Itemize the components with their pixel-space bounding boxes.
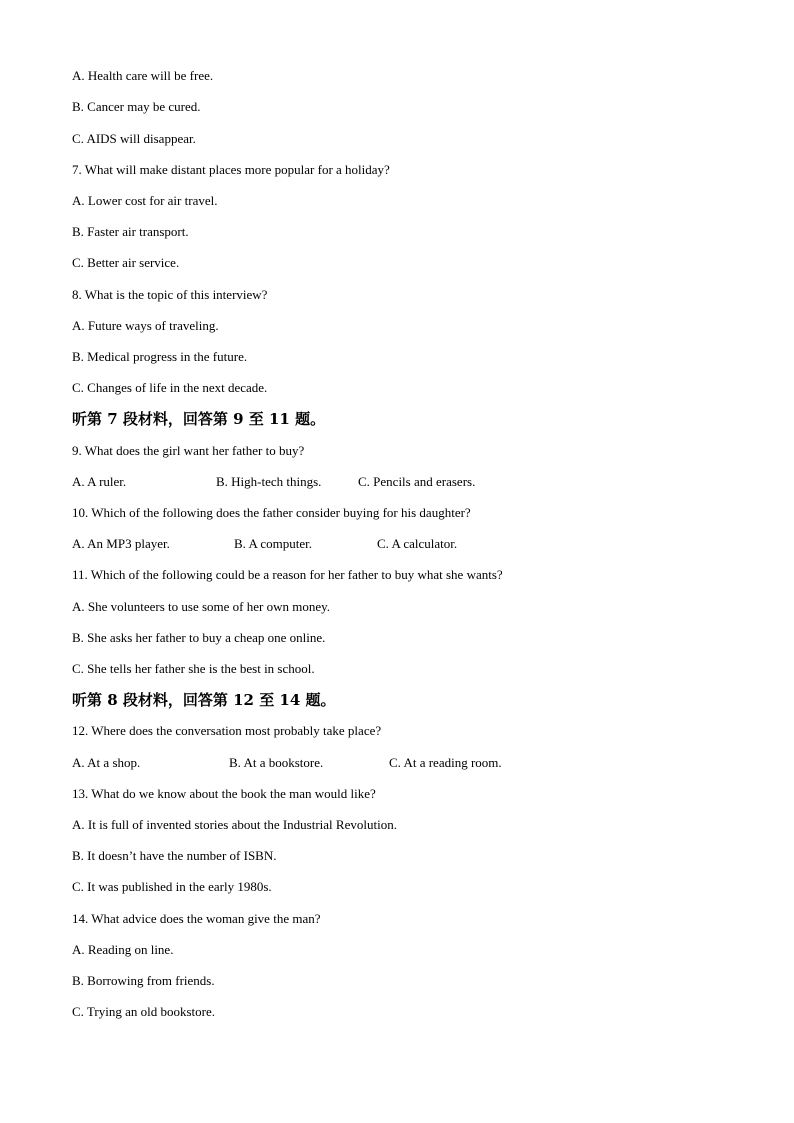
q10-option-c: C. A calculator. (377, 536, 458, 551)
q12-question: 12. Where does the conversation most probably take place? (72, 723, 382, 738)
q8-option-c: C. Changes of life in the next decade. (72, 380, 268, 395)
section-8-heading: 听第 8 段材料，回答第 12 至 14 题。 (72, 691, 336, 709)
q10-question: 10. Which of the following does the father consider buying for his daughter? (72, 505, 471, 520)
q10-option-a: A. An MP3 player. (72, 536, 170, 551)
q6-option-c: C. AIDS will disappear. (72, 131, 196, 146)
q6-option-a: A. Health care will be free. (72, 68, 214, 83)
q13-option-a: A. It is full of invented stories about the Industrial Revolution. (72, 817, 397, 832)
q9-option-b: B. High-tech things. (216, 474, 322, 489)
q12-option-b: B. At a bookstore. (229, 755, 324, 770)
q8-question: 8. What is the topic of this interview? (72, 287, 268, 302)
q11-option-b: B. She asks her father to buy a cheap one online. (72, 630, 326, 645)
q9-question: 9. What does the girl want her father to buy? (72, 443, 305, 458)
q14-option-c: C. Trying an old bookstore. (72, 1004, 216, 1019)
q7-option-c: C. Better air service. (72, 255, 180, 270)
q12-option-c: C. At a reading room. (389, 755, 502, 770)
q14-option-b: B. Borrowing from friends. (72, 973, 215, 988)
q8-option-b: B. Medical progress in the future. (72, 349, 248, 364)
q9-option-c: C. Pencils and erasers. (358, 474, 476, 489)
q9-option-a: A. A ruler. (72, 474, 127, 489)
q11-option-a: A. She volunteers to use some of her own money. (72, 599, 331, 614)
q13-option-c: C. It was published in the early 1980s. (72, 879, 272, 894)
q12-option-a: A. At a shop. (72, 755, 141, 770)
q10-option-b: B. A computer. (234, 536, 312, 551)
q13-option-b: B. It doesn’t have the number of ISBN. (72, 848, 277, 863)
q7-question: 7. What will make distant places more popular for a holiday? (72, 162, 390, 177)
q8-option-a: A. Future ways of traveling. (72, 318, 219, 333)
section-7-heading: 听第 7 段材料，回答第 9 至 11 题。 (72, 410, 326, 428)
q6-option-b: B. Cancer may be cured. (72, 99, 201, 114)
q11-option-c: C. She tells her father she is the best in school. (72, 661, 315, 676)
q14-option-a: A. Reading on line. (72, 942, 174, 957)
q7-option-b: B. Faster air transport. (72, 224, 189, 239)
q13-question: 13. What do we know about the book the man would like? (72, 786, 376, 801)
q14-question: 14. What advice does the woman give the man? (72, 911, 321, 926)
q11-question: 11. Which of the following could be a reason for her father to buy what she wants? (72, 567, 503, 582)
q7-option-a: A. Lower cost for air travel. (72, 193, 218, 208)
